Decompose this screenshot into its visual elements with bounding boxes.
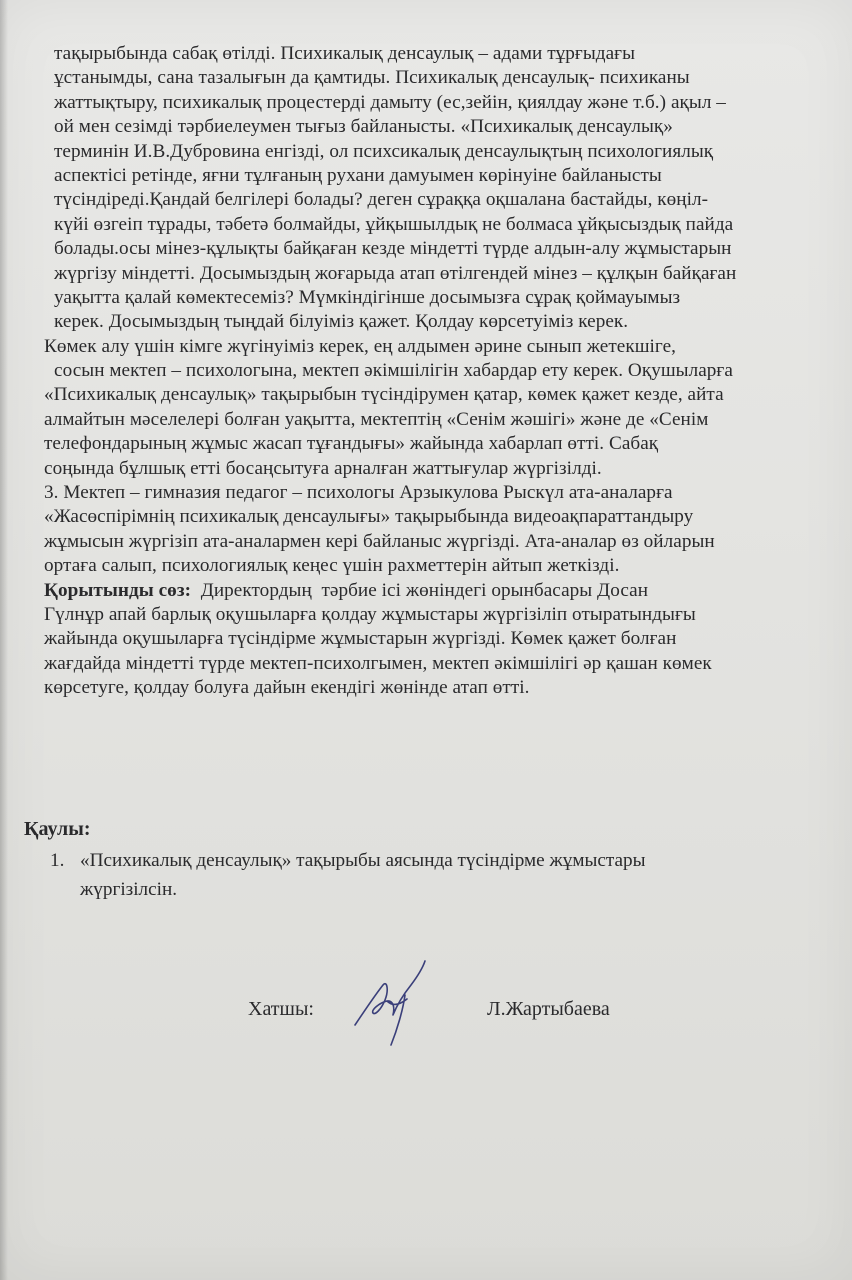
conclusion-line [44, 579, 834, 603]
decision-heading: Қаулы: [24, 818, 91, 840]
body-line: ұстанымды, сана тазалығын да қамтиды. Психикалық денсаулық- психиканы [54, 67, 690, 89]
body-line: алмайтын мәселелері болған уақытта, мектептің «Сенім жәшігі» және де «Сенім [44, 408, 709, 430]
body-line: 3. Мектеп – гимназия педагог – психологы Арзыкулова Рыскүл ата-аналарға [44, 482, 673, 504]
secretary-name: Л.Жартыбаева [487, 998, 610, 1020]
decision-list [50, 846, 646, 904]
conclusion-line: жағдайда міндетті түрде мектеп-психолгымен, мектеп әкімшілігі әр қашан көмек [44, 652, 712, 674]
secretary-label: Хатшы: [248, 998, 314, 1020]
body-line: түсіндіреді.Қандай белгілері болады? деген сұраққа оқшалана бастайды, көңіл- [54, 189, 709, 211]
decision-item-text: «Психикалық денсаулық» тақырыбы аясында түсіндірме жұмыстары [80, 850, 646, 871]
body-line: сосын мектеп – психологына, мектеп әкімшілігін хабардар ету керек. Оқушыларға [54, 360, 733, 382]
decision-item [50, 846, 646, 904]
body-line: «Жасөспірімнің психикалық денсаулығы» тақырыбында видеоақпараттандыру [44, 506, 694, 528]
body-line: керек. Досымыздың тыңдай білуіміз қажет. Қолдау көрсетуіміз керек. [54, 311, 629, 333]
conclusion-line: көрсетуге, қолдау болуға дайын екендігі жөнінде атап өтті. [44, 677, 530, 699]
body-line: уақытта қалай көмектесеміз? Мүмкіндігінше досымызға сұрақ қоймауымыз [54, 286, 681, 308]
body-line: терминін И.В.Дубровина енгізді, ол психсикалық денсаулықтың психологиялық [54, 140, 714, 162]
body-line: жаттықтыру, психикалық процестерді дамыту (ес,зейін, қиялдау және т.б.) ақыл – [54, 91, 726, 113]
conclusion-text: Директордың тәрбие ісі жөніндегі орынбасары Досан [191, 579, 649, 601]
body-line: жүргізу міндетті. Досымыздың жоғарыда атап өтілгендей мінез – құлқын байқаған [54, 262, 737, 284]
body-line: ой мен сезімді тәрбиелеумен тығыз байланысты. «Психикалық денсаулық» [54, 116, 673, 138]
body-line: соңында бұлшық етті босаңсытуға арналған жаттығулар жүргізілді. [44, 457, 602, 479]
body-line: ортаға салып, психологиялық кеңес үшін рахметтерін айтып жеткізді. [44, 555, 620, 577]
conclusion-label: Қорытынды сөз: [44, 579, 192, 601]
conclusion-line: жайында оқушыларға түсіндірме жұмыстарын жүргізді. Көмек қажет болған [44, 628, 677, 650]
body-line: телефондарының жұмыс жасап тұғандығы» жайында хабарлап өтті. Сабақ [44, 433, 659, 455]
decision-item-continuation: жүргізілсін. [80, 879, 178, 900]
body-line: жұмысын жүргізіп ата-аналармен кері байланыс жүргізді. Ата-аналар өз ойларын [44, 530, 715, 552]
body-line: Көмек алу үшін кімге жүгінуіміз керек, ең алдымен әрине сынып жетекшіге, [44, 335, 676, 357]
document-body [44, 42, 834, 701]
handwritten-signature [345, 955, 440, 1050]
body-line: аспектісі ретінде, яғни тұлғаның рухани дамуымен көрінуіне байланысты [54, 164, 662, 186]
body-line: күйі өзгеіп тұрады, тәбетә болмайды, ұйқышылдық не болмаса ұйқысыздық пайда [54, 213, 734, 235]
body-line: болады.осы мінез-құлықты байқаған кезде міндетті түрде алдын-алу жұмыстарын [54, 238, 732, 260]
body-line: «Психикалық денсаулық» тақырыбын түсіндірумен қатар, көмек қажет кезде, айта [44, 384, 724, 406]
decision-item-number: 1. [50, 850, 65, 871]
body-line: тақырыбында сабақ өтілді. Психикалық денсаулық – адами тұрғыдағы [54, 43, 636, 64]
conclusion-line: Гүлнұр апай барлық оқушыларға қолдау жұмыстары жүргізіліп отыратындығы [44, 603, 696, 625]
